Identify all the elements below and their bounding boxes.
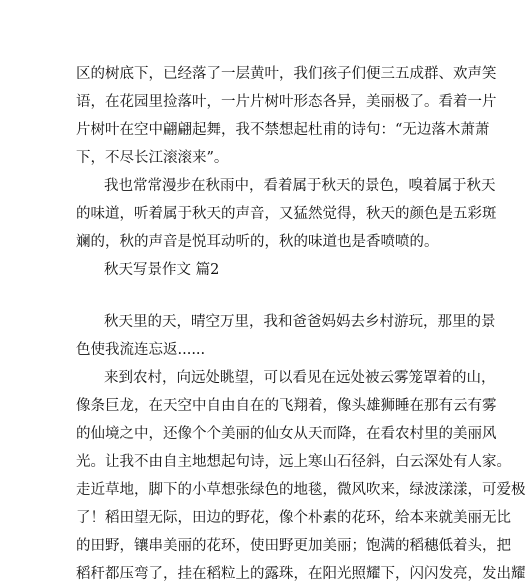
line-text: 光。让我不由自主地想起句诗，远上寒山石径斜，白云深处有人家。: [76, 454, 511, 470]
line-text: 下，不尽长江滚滚来”。: [76, 150, 229, 166]
line-text: 斓的，秋的声音是悦耳动听的，秋的味道也是香喷喷的。: [76, 234, 439, 250]
line-text: 片树叶在空中翩翩起舞，我不禁想起杜甫的诗句：“无边落木萧萧: [76, 122, 490, 138]
text-line: [0, 448, 511, 476]
line-text: 像条巨龙，在天空中自由自在的飞翔着，像头雄狮睡在那有云有雾: [76, 398, 497, 414]
heading-text: 秋天写景作文 篇2: [104, 262, 220, 278]
text-line: [0, 420, 500, 448]
line-text: 的田野，镶串美丽的花环，使田野更加美丽；饱满的稻穗低着头，把: [76, 538, 511, 554]
text-line: [0, 144, 500, 172]
text-line: [0, 560, 526, 588]
text-line: [0, 476, 526, 504]
text-line: [0, 336, 500, 364]
text-line: [0, 60, 500, 88]
line-text: 来到农村，向远处眺望，可以看见在远处被云雾笼罩着的山，: [104, 370, 496, 386]
text-line: [0, 228, 500, 256]
line-text: 的仙境之中，还像个个美丽的仙女从天而降，在看农村里的美丽风: [76, 426, 497, 442]
text-line: [0, 308, 500, 336]
section-heading: [0, 256, 500, 284]
text-line: [0, 88, 500, 116]
text-line: [0, 364, 500, 392]
line-text: 的味道，听着属于秋天的声音，又猛然觉得，秋天的颜色是五彩斑: [76, 206, 497, 222]
line-text: 稻秆都压弯了，挂在稻粒上的露珠，在阳光照耀下，闪闪发亮，发出耀: [76, 566, 526, 582]
line-text: 了！稻田望无际，田边的野花，像个朴素的花环，给本来就美丽无比: [76, 510, 511, 526]
line-text: 区的树底下，已经落了一层黄叶，我们孩子们便三五成群、欢声笑: [76, 66, 497, 82]
text-line: [0, 200, 500, 228]
text-line: [0, 116, 500, 144]
line-text: 我也常常漫步在秋雨中，看着属于秋天的景色，嗅着属于秋天: [104, 178, 496, 194]
line-text: 走近草地，脚下的小草想张绿色的地毯，微风吹来，绿波漾漾，可爱极: [76, 482, 526, 498]
text-line: [0, 392, 500, 420]
text-line: [0, 172, 500, 200]
text-line: [0, 504, 511, 532]
line-text: 秋天里的天，晴空万里，我和爸爸妈妈去乡村游玩，那里的景: [104, 314, 496, 330]
text-line: [0, 532, 511, 560]
line-text: 语，在花园里捡落叶，一片片树叶形态各异，美丽极了。看着一片: [76, 94, 497, 110]
line-text: 色使我流连忘返......: [76, 342, 206, 358]
